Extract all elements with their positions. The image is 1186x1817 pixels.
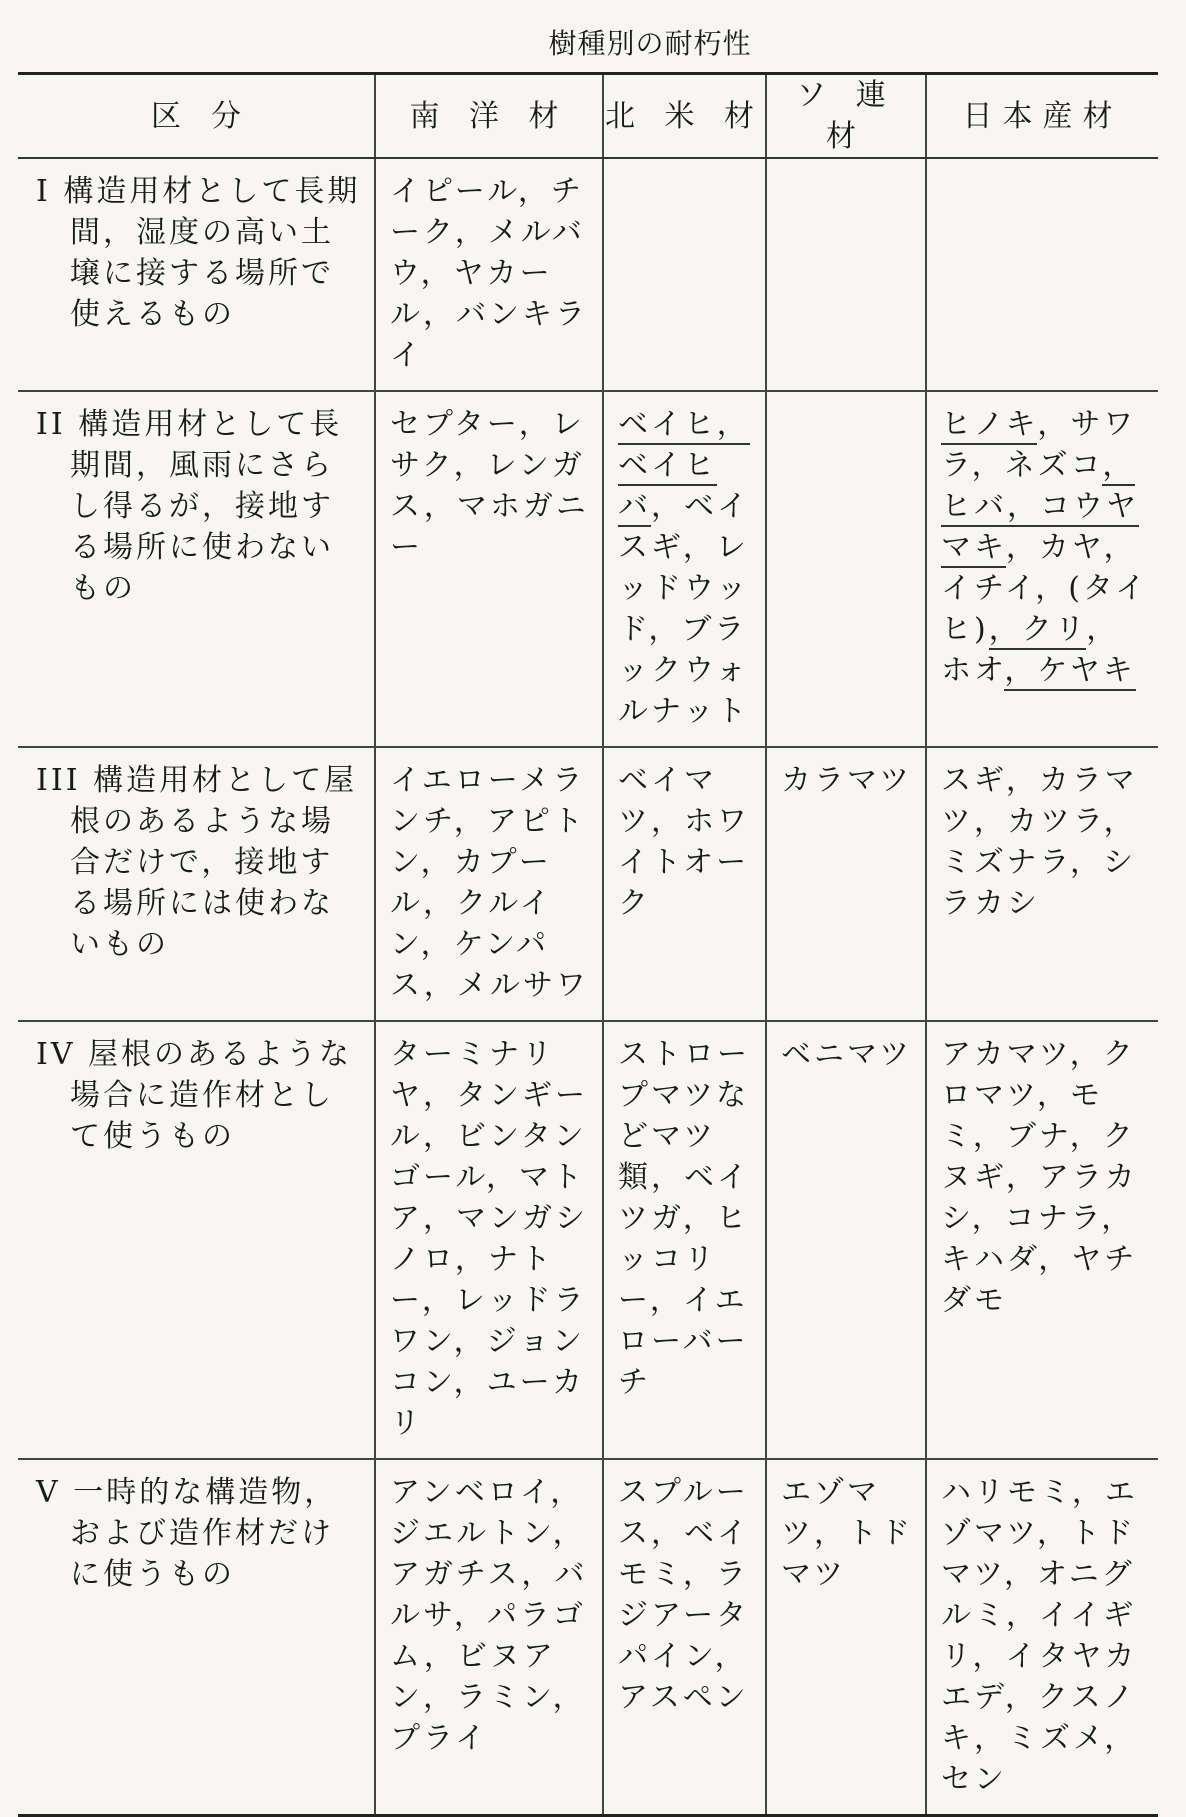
species-name: ， トドマツ — [941, 1516, 1136, 1592]
table-row — [18, 1459, 1158, 1816]
soren-cell — [766, 158, 926, 391]
nanyo-cell — [375, 391, 603, 747]
species-name: イピール — [390, 174, 518, 209]
header-nihon: 日本産材 — [926, 74, 1158, 159]
nihon-cell — [926, 1459, 1158, 1816]
species-name: ， ビヌアン — [390, 1639, 556, 1715]
classification-cell: II 構造用材として長期間，風雨にさらし得るが，接地する場所に使わないもの — [18, 391, 375, 747]
species-name: ， クリ — [989, 612, 1087, 650]
species-name: ， トドマツ — [781, 1516, 913, 1592]
hokubei-cell — [603, 158, 766, 391]
species-name: ， プライ — [390, 1680, 586, 1756]
species-name: ， ベイツガ — [618, 1160, 750, 1236]
species-name: ， ブナ — [973, 1119, 1070, 1154]
species-name: エゾマツ — [781, 1475, 880, 1551]
species-name: ， ネズコ — [972, 448, 1103, 483]
table-title: 樹種別の耐朽性 — [548, 27, 752, 60]
species-name: ， ブラックウォルナット — [618, 612, 749, 729]
hokubei-cell — [603, 747, 766, 1021]
species-name: ， ヒバ — [941, 448, 1135, 527]
species-name: ， ラミン — [423, 1680, 553, 1715]
species-name: ， ミズメ — [974, 1721, 1104, 1756]
durability-table — [18, 72, 1158, 1817]
table-row — [18, 747, 1158, 1021]
nihon-cell — [926, 158, 1158, 391]
hokubei-cell — [603, 1021, 766, 1459]
species-name: ， マンガシノロ — [390, 1201, 588, 1277]
species-name: ベイヒ — [618, 407, 717, 445]
species-name: ， クヌギ — [941, 1119, 1136, 1195]
nihon-cell — [926, 747, 1158, 1021]
species-name: ， ヒッコリー — [618, 1201, 749, 1318]
species-name: ， ナトー — [390, 1242, 554, 1318]
species-name: ， カツラ — [974, 804, 1104, 839]
species-name: ベイマツ — [618, 763, 717, 839]
species-name: ， アスペン — [618, 1639, 749, 1715]
species-name: ， ベイスギ — [618, 489, 750, 565]
classification-cell: V 一時的な構造物，および造作材だけに使うもの — [18, 1459, 375, 1816]
species-name: ， ユーカリ — [390, 1365, 585, 1441]
hokubei-cell — [603, 1459, 766, 1816]
classification-cell: I 構造用材として長期間，湿度の高い土壌に接する場所で使えるもの — [18, 158, 375, 391]
nihon-cell — [926, 391, 1158, 747]
species-name: ， アガチス — [390, 1516, 586, 1592]
species-name: ， ヤチダモ — [941, 1242, 1137, 1318]
species-name: ， セン — [941, 1721, 1137, 1797]
species-name: ， シラカシ — [941, 845, 1136, 921]
soren-cell — [766, 391, 926, 747]
species-name: ， ミズナラ — [941, 804, 1137, 880]
species-name: ， イエローバーチ — [618, 1283, 749, 1400]
species-name: ， アピトン — [390, 804, 586, 880]
species-name: ヒノキ — [941, 407, 1037, 445]
species-name: イエローメランチ — [390, 763, 586, 839]
species-name: ， サワラ — [941, 407, 1136, 483]
species-name: ， クロマツ — [941, 1037, 1136, 1113]
hokubei-cell — [603, 391, 766, 747]
species-name: ， クルイン — [390, 886, 553, 962]
table-row — [18, 1021, 1158, 1459]
species-name: ， イチイ — [941, 530, 1137, 606]
header-soren: ソ 連 材 — [766, 74, 926, 159]
species-name: ， イタヤカエデ — [941, 1639, 1138, 1715]
species-name: ， カラマツ — [941, 763, 1138, 839]
species-name: ストロープマツなどマツ類 — [618, 1037, 750, 1195]
species-name: ， バルサ — [390, 1557, 587, 1633]
header-nanyo: 南 洋 材 — [375, 74, 603, 159]
species-name: ， ビンタンゴール — [390, 1119, 587, 1195]
nanyo-cell — [375, 1021, 603, 1459]
species-name: ， カヤ — [1006, 530, 1104, 565]
species-name: ， アラカシ — [941, 1160, 1138, 1236]
species-name: ， キハダ — [941, 1201, 1134, 1277]
species-name: ， (タイヒ) — [941, 571, 1148, 647]
species-name: ， エゾマツ — [941, 1475, 1138, 1551]
species-name: ， タンギール — [390, 1078, 588, 1154]
nanyo-cell — [375, 158, 603, 391]
species-name: ， メルサワ — [424, 968, 589, 1003]
species-name: ， ラジアータパイン — [618, 1557, 749, 1674]
species-name: ， レサク — [390, 407, 585, 483]
species-name: ， モミ — [941, 1078, 1103, 1154]
species-name: ベニマツ — [781, 1037, 913, 1072]
species-name: ， コナラ — [972, 1201, 1102, 1236]
classification-cell: III 構造用材として屋根のあるような場合だけで，接地する場所には使わないもの — [18, 747, 375, 1021]
soren-cell — [766, 747, 926, 1021]
species-name: ， ホオ — [941, 612, 1119, 688]
nanyo-cell — [375, 747, 603, 1021]
header-classification: 区 分 — [18, 74, 375, 159]
species-name: ， ベイヒバ — [618, 407, 750, 527]
species-name: ， カプール — [390, 845, 552, 921]
table-row — [18, 391, 1158, 747]
soren-cell — [766, 1021, 926, 1459]
species-name: ， マトア — [390, 1160, 585, 1236]
species-name: ， ケンパス — [390, 927, 549, 1003]
species-name: ， クスノキ — [941, 1680, 1137, 1756]
species-name: ， ヤカール — [390, 256, 553, 332]
species-name: ， レッドラワン — [390, 1283, 587, 1359]
species-name: カラマツ — [781, 763, 913, 798]
nanyo-cell — [375, 1459, 603, 1816]
species-name: ターミナリヤ — [390, 1037, 555, 1113]
species-name: ， ジョンコン — [390, 1324, 585, 1400]
species-name: ， イイギリ — [941, 1598, 1136, 1674]
species-name: ハリモミ — [941, 1475, 1072, 1510]
species-name: ， ジエルトン — [390, 1475, 583, 1551]
table-row — [18, 158, 1158, 391]
species-name: ， チーク — [390, 174, 584, 250]
classification-cell: IV 屋根のあるような場合に造作材として使うもの — [18, 1021, 375, 1459]
species-name: ， コウヤマキ — [941, 489, 1139, 568]
species-name: ， ケヤキ — [1004, 653, 1135, 691]
soren-cell — [766, 1459, 926, 1816]
species-name: ， マホガニー — [390, 489, 589, 565]
header-row — [18, 74, 1158, 159]
species-name: アカマツ — [941, 1037, 1070, 1072]
species-name: スプルース — [618, 1475, 749, 1551]
species-name: ， レンガス — [390, 448, 585, 524]
species-name: ， バンキライ — [390, 297, 588, 373]
species-name: スギ — [941, 763, 1006, 798]
species-name: ， ホワイトオーク — [618, 804, 750, 921]
species-name: セプター — [390, 407, 519, 442]
header-hokubei: 北 米 材 — [603, 74, 766, 159]
species-name: アンベロイ — [390, 1475, 551, 1510]
species-name: ， オニグルミ — [941, 1557, 1135, 1633]
species-name: ， レッドウッド — [618, 530, 749, 647]
species-name: ， パラゴム — [390, 1598, 586, 1674]
species-name: ， メルバウ — [390, 215, 585, 291]
species-name: ， ベイモミ — [618, 1516, 750, 1592]
nihon-cell — [926, 1021, 1158, 1459]
